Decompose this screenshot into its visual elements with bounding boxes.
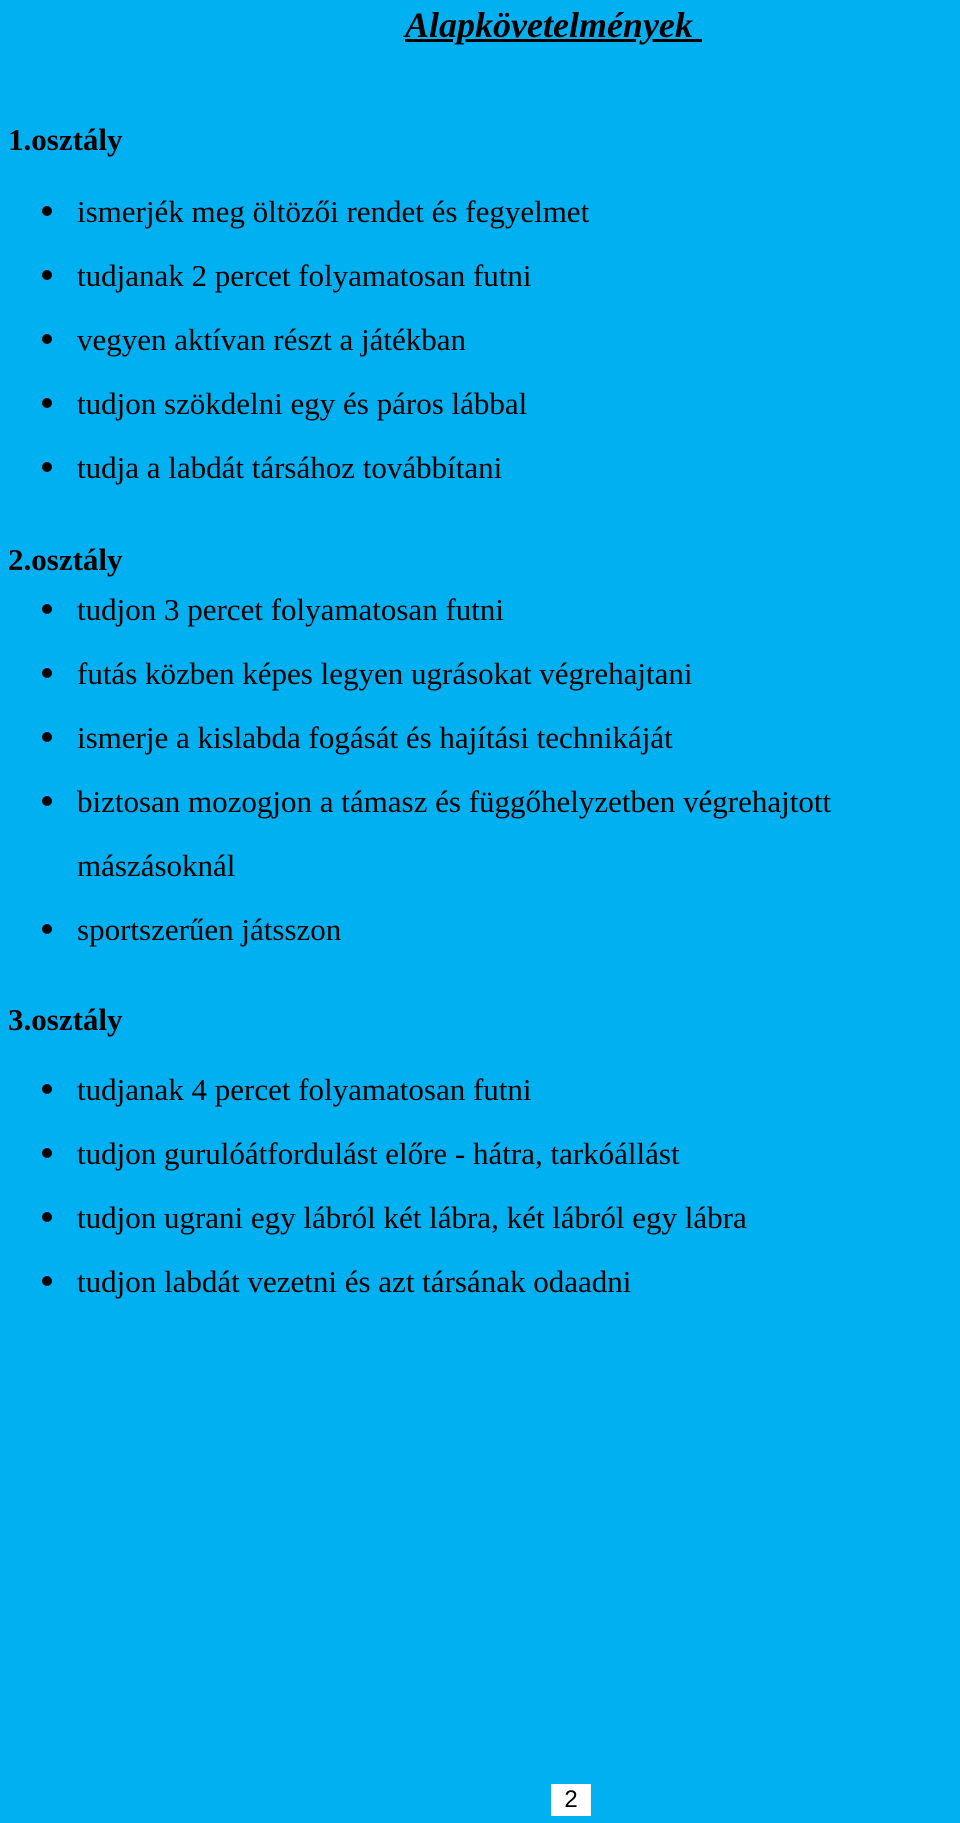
section-list-3 xyxy=(0,1058,747,1314)
list-item-text: ismerjék meg öltözői rendet és fegyelmet xyxy=(77,194,590,229)
page-title: Alapkövetelmények xyxy=(405,5,702,45)
list-item xyxy=(0,244,589,308)
bullet-icon xyxy=(42,924,52,934)
bullet-icon xyxy=(42,270,52,280)
list-item xyxy=(0,770,831,898)
list-item xyxy=(0,642,831,706)
list-item xyxy=(0,308,589,372)
section-heading-2: 2.osztály xyxy=(8,542,123,577)
bullet-icon xyxy=(42,1212,52,1222)
list-item-text: tudjon gurulóátfordulást előre - hátra, tarkóállást xyxy=(77,1136,680,1171)
list-item xyxy=(0,1186,747,1250)
list-item-text: ismerje a kislabda fogását és hajítási technikáját xyxy=(77,720,673,755)
section-list-1 xyxy=(0,180,589,500)
bullet-icon xyxy=(42,796,52,806)
bullet-icon xyxy=(42,1084,52,1094)
bullet-icon xyxy=(42,1276,52,1286)
bullet-icon xyxy=(42,604,52,614)
list-item-text: tudjanak 2 percet folyamatosan futni xyxy=(77,258,532,293)
list-item-text: biztosan mozogjon a támasz és függőhelyzetben végrehajtott xyxy=(77,784,832,819)
list-item-text: tudjon ugrani egy lábról két lábra, két lábról egy lábra xyxy=(77,1200,747,1235)
section-heading-3: 3.osztály xyxy=(8,1002,123,1037)
list-item-continuation: mászásoknál xyxy=(77,848,236,883)
bullet-icon xyxy=(42,668,52,678)
page-number: 2 xyxy=(551,1784,591,1816)
list-item-text: tudjanak 4 percet folyamatosan futni xyxy=(77,1072,532,1107)
list-item xyxy=(0,180,589,244)
list-item-text: tudjon labdát vezetni és azt társának odaadni xyxy=(77,1264,632,1299)
section-heading-1: 1.osztály xyxy=(8,122,123,157)
list-item xyxy=(0,706,831,770)
list-item xyxy=(0,578,831,642)
bullet-icon xyxy=(42,334,52,344)
section-list-2 xyxy=(0,578,831,962)
list-item-text: tudjon szökdelni egy és páros lábbal xyxy=(77,386,528,421)
list-item-text: futás közben képes legyen ugrásokat végrehajtani xyxy=(77,656,693,691)
list-item-text: vegyen aktívan részt a játékban xyxy=(77,322,467,357)
list-item xyxy=(0,1058,747,1122)
list-item xyxy=(0,1250,747,1314)
list-item xyxy=(0,372,589,436)
bullet-icon xyxy=(42,398,52,408)
list-item xyxy=(0,1122,747,1186)
list-item xyxy=(0,898,831,962)
list-item-text: tudjon 3 percet folyamatosan futni xyxy=(77,592,504,627)
bullet-icon xyxy=(42,1148,52,1158)
list-item xyxy=(0,436,589,500)
bullet-icon xyxy=(42,732,52,742)
bullet-icon xyxy=(42,206,52,216)
list-item-text: sportszerűen játsszon xyxy=(77,912,342,947)
bullet-icon xyxy=(42,462,52,472)
list-item-text: tudja a labdát társához továbbítani xyxy=(77,450,503,485)
